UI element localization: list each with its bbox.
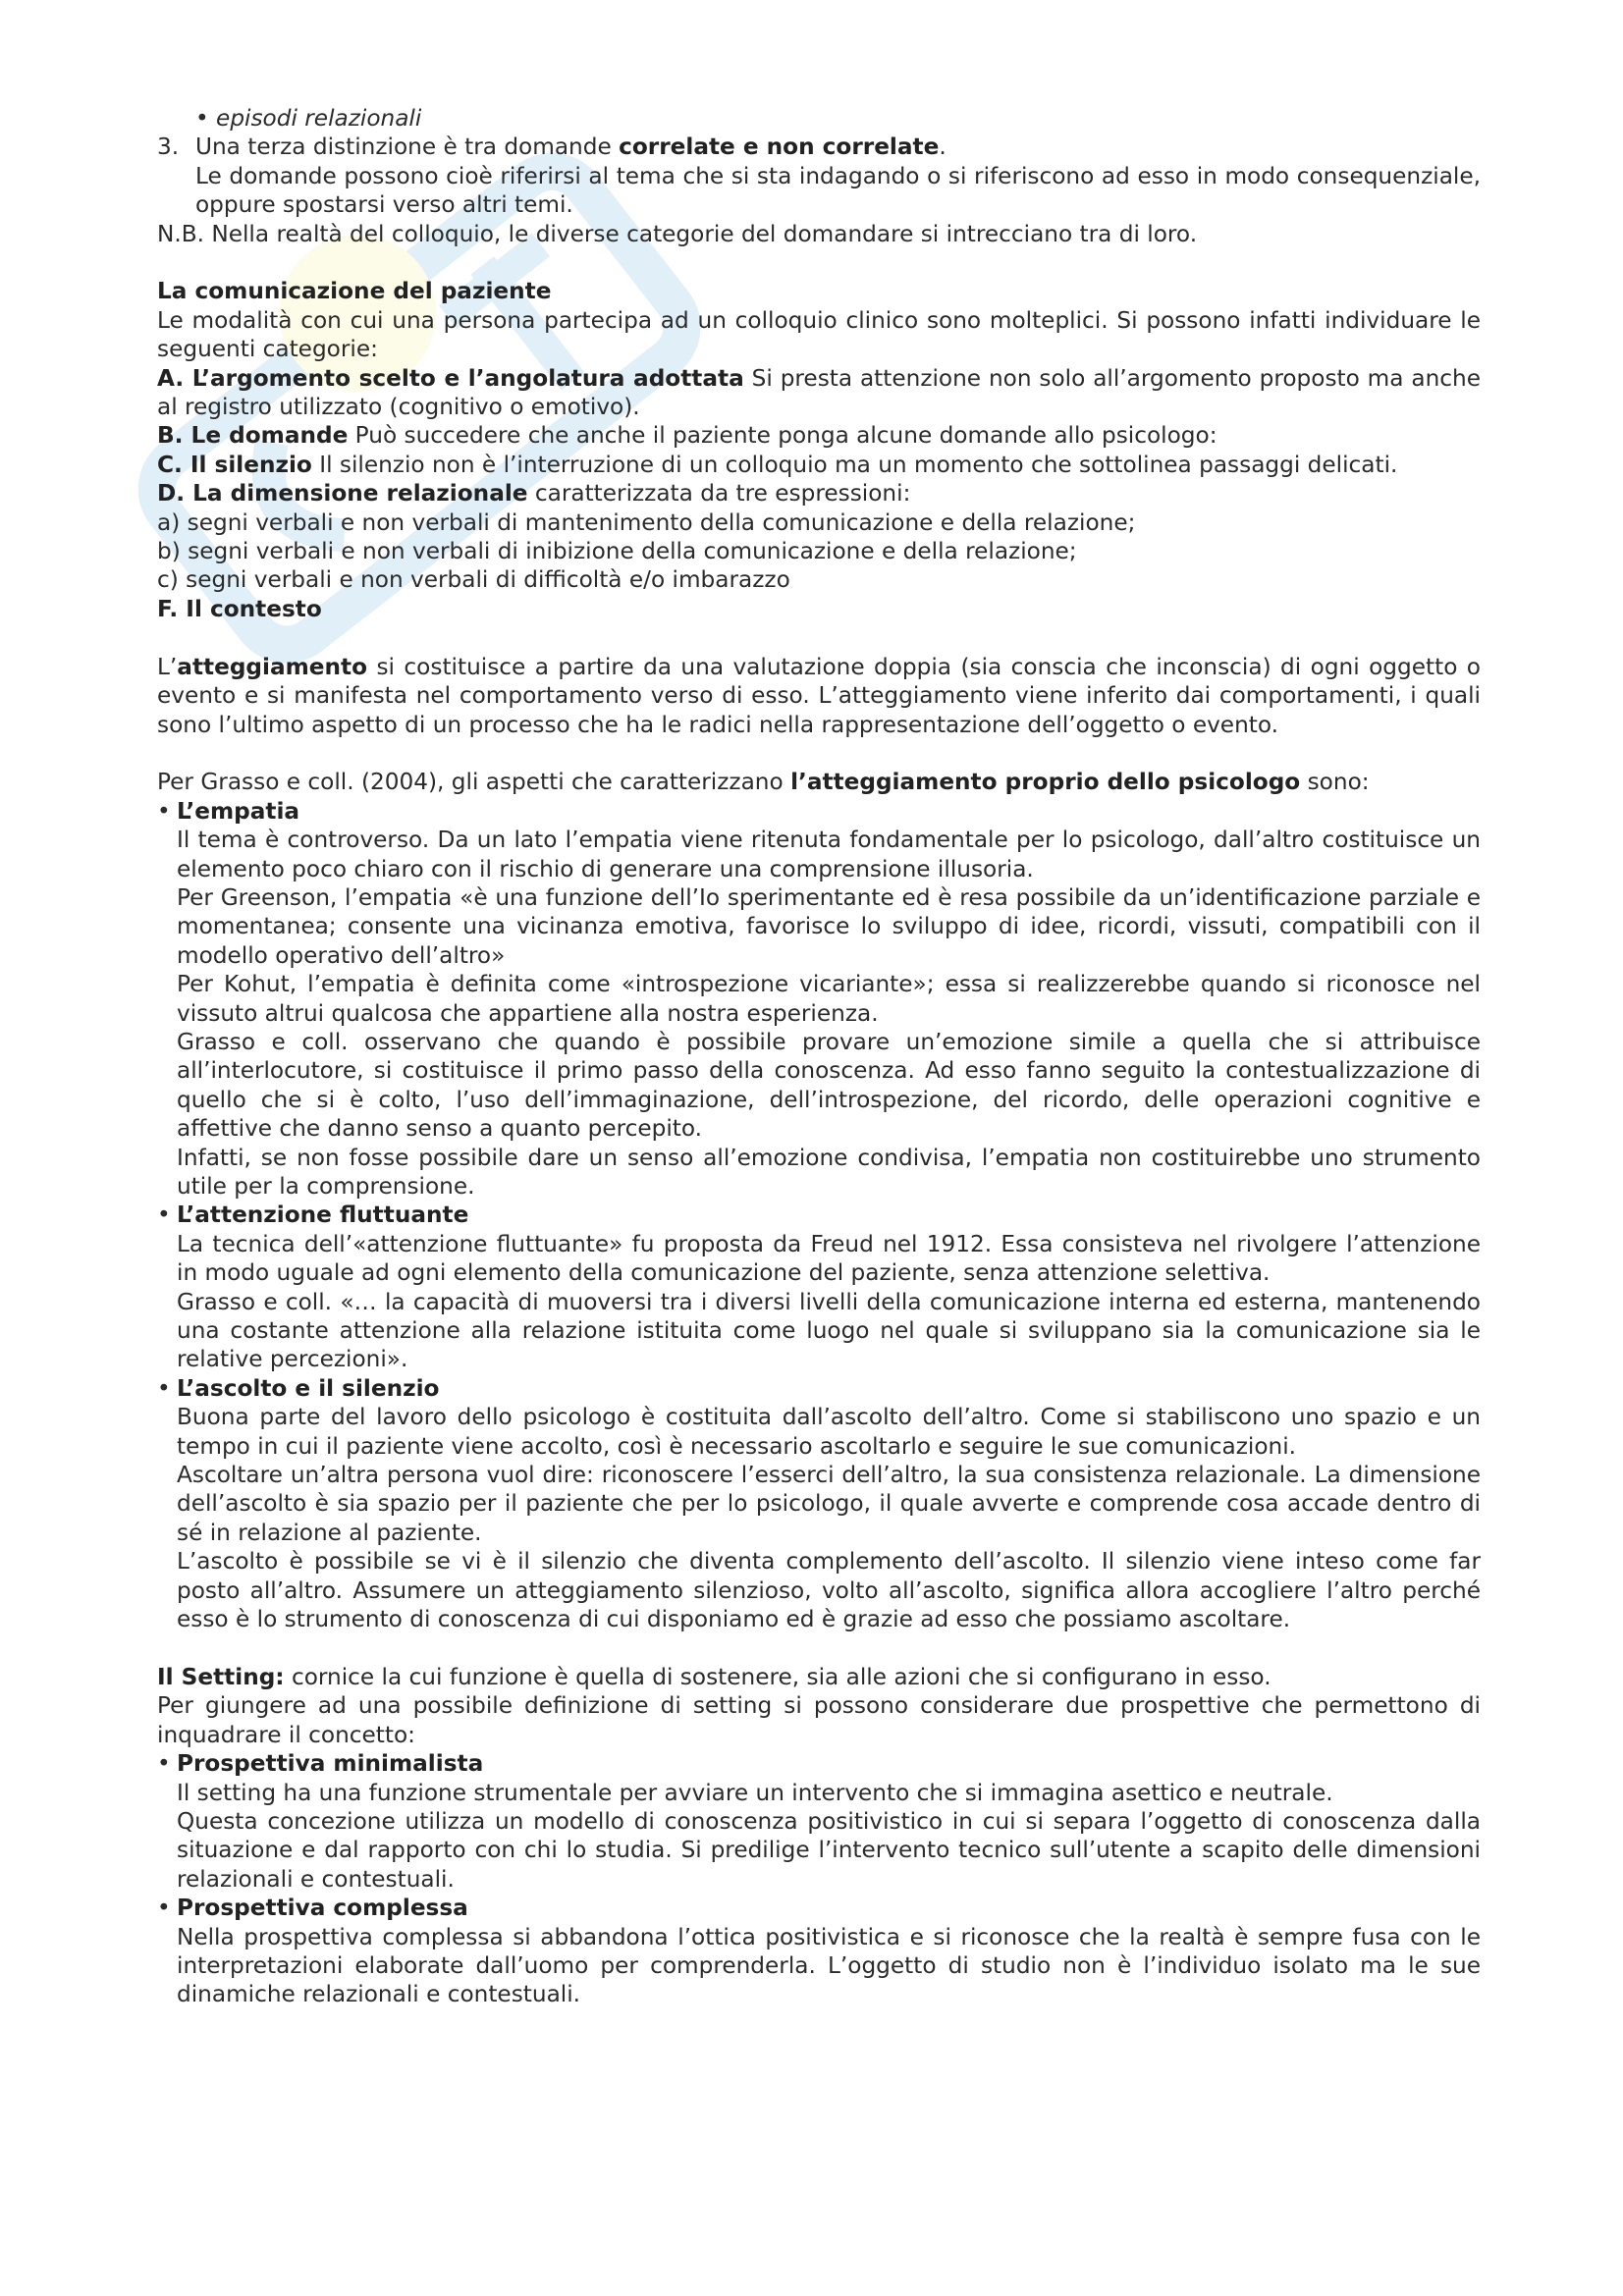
bullet-title-empatia: L’empatia bbox=[177, 797, 300, 825]
bullet-empatia bbox=[157, 797, 1481, 1201]
setting-definition: Il Setting: cornice la cui funzione è quella di sostenere, sia alle azioni che si configurano in esso. bbox=[157, 1663, 1271, 1690]
bullet-icon: • bbox=[157, 797, 171, 825]
ascolto-p2: Ascoltare un’altra persona vuol dire: riconoscere l’esserci dell’altro, la sua consistenza relazionale. La dimensione dell’ascolto è sia spazio per il paziente che per lo psicologo, il quale avverte e comprende cosa accade dentro di sé in relazione al paziente. bbox=[177, 1462, 1481, 1546]
nb-note: N.B. Nella realtà del colloquio, le diverse categorie del domandare si intrecciano tra di loro. bbox=[157, 220, 1198, 247]
complessa-p1: Nella prospettiva complessa si abbandona l’ottica positivistica e si riconosce che la realtà è sempre fusa con le interpretazioni elaborate dall’uomo per comprenderla. L’oggetto di studio non è l’individuo isolato ma le sue dinamiche relazionali e contestuali. bbox=[177, 1923, 1481, 2008]
category-d: D. La dimensione relazionale caratterizzata da tre espressioni: bbox=[157, 480, 911, 507]
document-page bbox=[157, 104, 1481, 2009]
attenzione-p1: La tecnica dell’«attenzione fluttuante» fu proposta da Freud nel 1912. Essa consisteva nel rivolgere l’attenzione in modo uguale ad ogni elemento della comunicazione del paziente, senza attenzione selettiva. bbox=[177, 1230, 1481, 1287]
list-item-episodi: • episodi relazionali bbox=[195, 105, 422, 132]
bullet-ascolto bbox=[157, 1374, 1481, 1634]
minimalista-p1: Il setting ha una funzione strumentale per avviare un intervento che si immagina asettico e neutrale. bbox=[177, 1779, 1333, 1806]
empatia-p4: Grasso e coll. osservano che quando è possibile provare un’emozione simile a quella che si attribuisce all’interlocutore, si costituisce il primo passo della conoscenza. Ad esso fanno seguito la contestualizzazione di quello che si è colto, l’uso dell’immaginazione, dell’introspezione, del ricordo, delle operazioni cognitive e affettive che danno senso a quanto percepito. bbox=[177, 1028, 1481, 1143]
psicologo-intro: Per Grasso e coll. (2004), gli aspetti che caratterizzano l’atteggiamento proprio dello psicologo sono: bbox=[157, 769, 1370, 796]
comunicazione-intro: Le modalità con cui una persona partecipa ad un colloquio clinico sono molteplici. Si possono infatti individuare le seguenti categorie: bbox=[157, 306, 1481, 363]
empatia-p2: Per Greenson, l’empatia «è una funzione dell’Io sperimentante ed è resa possibile da un’identificazione parziale e momentanea; consente una vicinanza emotiva, favorisce lo sviluppo di idee, ricordi, vissuti, compatibili con il modello operativo dell’altro» bbox=[177, 883, 1481, 969]
bullet-minimalista bbox=[157, 1749, 1481, 1894]
list-item-3-title: Una terza distinzione è tra domande correlate e non correlate. bbox=[195, 133, 947, 161]
category-f: F. Il contesto bbox=[157, 595, 322, 622]
attenzione-p2: Grasso e coll. «… la capacità di muoversi tra i diversi livelli della comunicazione interna ed esterna, mantenendo una costante attenzione alla relazione istituita come luogo nel quale si sviluppano sia la comunicazione sia le relative percezioni». bbox=[177, 1288, 1481, 1373]
category-c: C. Il silenzio Il silenzio non è l’interruzione di un colloquio ma un momento che sottolinea passaggi delicati. bbox=[157, 451, 1398, 478]
bullet-attenzione bbox=[157, 1201, 1481, 1373]
category-d-c: c) segni verbali e non verbali di difficoltà e/o imbarazzo bbox=[157, 566, 790, 594]
category-b: B. Le domande Può succedere che anche il paziente ponga alcune domande allo psicologo: bbox=[157, 422, 1217, 450]
setting-intro: Per giungere ad una possibile definizione di setting si possono considerare due prospettive che permettono di inquadrare il concetto: bbox=[157, 1692, 1481, 1748]
empatia-p5: Infatti, se non fosse possibile dare un senso all’emozione condivisa, l’empatia non costituirebbe uno strumento utile per la comprensione. bbox=[177, 1144, 1481, 1200]
bullet-icon: • bbox=[157, 1374, 171, 1402]
section-heading-comunicazione: La comunicazione del paziente bbox=[157, 278, 552, 305]
category-a: A. L’argomento scelto e l’angolatura adottata Si presta attenzione non solo all’argomento proposto ma anche al registro utilizzato (cognitivo o emotivo). bbox=[157, 364, 1481, 421]
bullet-title-attenzione: L’attenzione fluttuante bbox=[177, 1201, 469, 1229]
list-item-3 bbox=[157, 133, 1481, 219]
empatia-p3: Per Kohut, l’empatia è definita come «introspezione vicariante»; essa si realizzerebbe quando si riconosce nel vissuto altrui qualcosa che appartiene alla nostra esperienza. bbox=[177, 971, 1481, 1027]
bullet-icon: • bbox=[157, 1895, 171, 1922]
minimalista-p2: Questa concezione utilizza un modello di conoscenza positivistico in cui si separa l’oggetto di conoscenza dalla situazione e dal rapporto con chi lo studia. Si predilige l’intervento tecnico sull’utente a scapito delle dimensioni relazionali e contestuali. bbox=[177, 1807, 1481, 1893]
list-number: 3. bbox=[157, 133, 180, 161]
list-item-3-body: Le domande possono cioè riferirsi al tema che si sta indagando o si riferiscono ad esso in modo consequenziale, oppure spostarsi verso altri temi. bbox=[195, 162, 1481, 219]
bullet-title-complessa: Prospettiva complessa bbox=[177, 1895, 468, 1922]
bullet-complessa bbox=[157, 1894, 1481, 2009]
bullet-title-minimalista: Prospettiva minimalista bbox=[177, 1750, 484, 1778]
bullet-icon: • bbox=[157, 1201, 171, 1229]
bullet-title-ascolto: L’ascolto e il silenzio bbox=[177, 1374, 440, 1402]
atteggiamento-paragraph: L’atteggiamento si costituisce a partire da una valutazione doppia (sia conscia che inconscia) di ogni oggetto o evento e si manifesta nel comportamento verso di esso. L’atteggiamento viene inferito dai comportamenti, i quali sono l’ultimo aspetto di un processo che ha le radici nella rappresentazione dell’oggetto o evento. bbox=[157, 653, 1481, 738]
category-d-a: a) segni verbali e non verbali di mantenimento della comunicazione e della relazione; bbox=[157, 508, 1136, 536]
ascolto-p3: L’ascolto è possibile se vi è il silenzio che diventa complemento dell’ascolto. Il silenzio viene inteso come far posto all’altro. Assumere un atteggiamento silenzioso, volto all’ascolto, significa allora accogliere l’altro perché esso è lo strumento di conoscenza di cui disponiamo ed è grazie ad esso che possiamo ascoltare. bbox=[177, 1548, 1481, 1633]
empatia-p1: Il tema è controverso. Da un lato l’empatia viene ritenuta fondamentale per lo psicologo, dall’altro costituisce un elemento poco chiaro con il rischio di generare una comprensione illusoria. bbox=[177, 827, 1481, 882]
category-d-b: b) segni verbali e non verbali di inibizione della comunicazione e della relazione; bbox=[157, 538, 1077, 565]
bullet-icon: • bbox=[157, 1750, 171, 1778]
ascolto-p1: Buona parte del lavoro dello psicologo è costituita dall’ascolto dell’altro. Come si stabiliscono uno spazio e un tempo in cui il paziente viene accolto, così è necessario ascoltarlo e seguire le sue comunicazioni. bbox=[177, 1404, 1481, 1460]
